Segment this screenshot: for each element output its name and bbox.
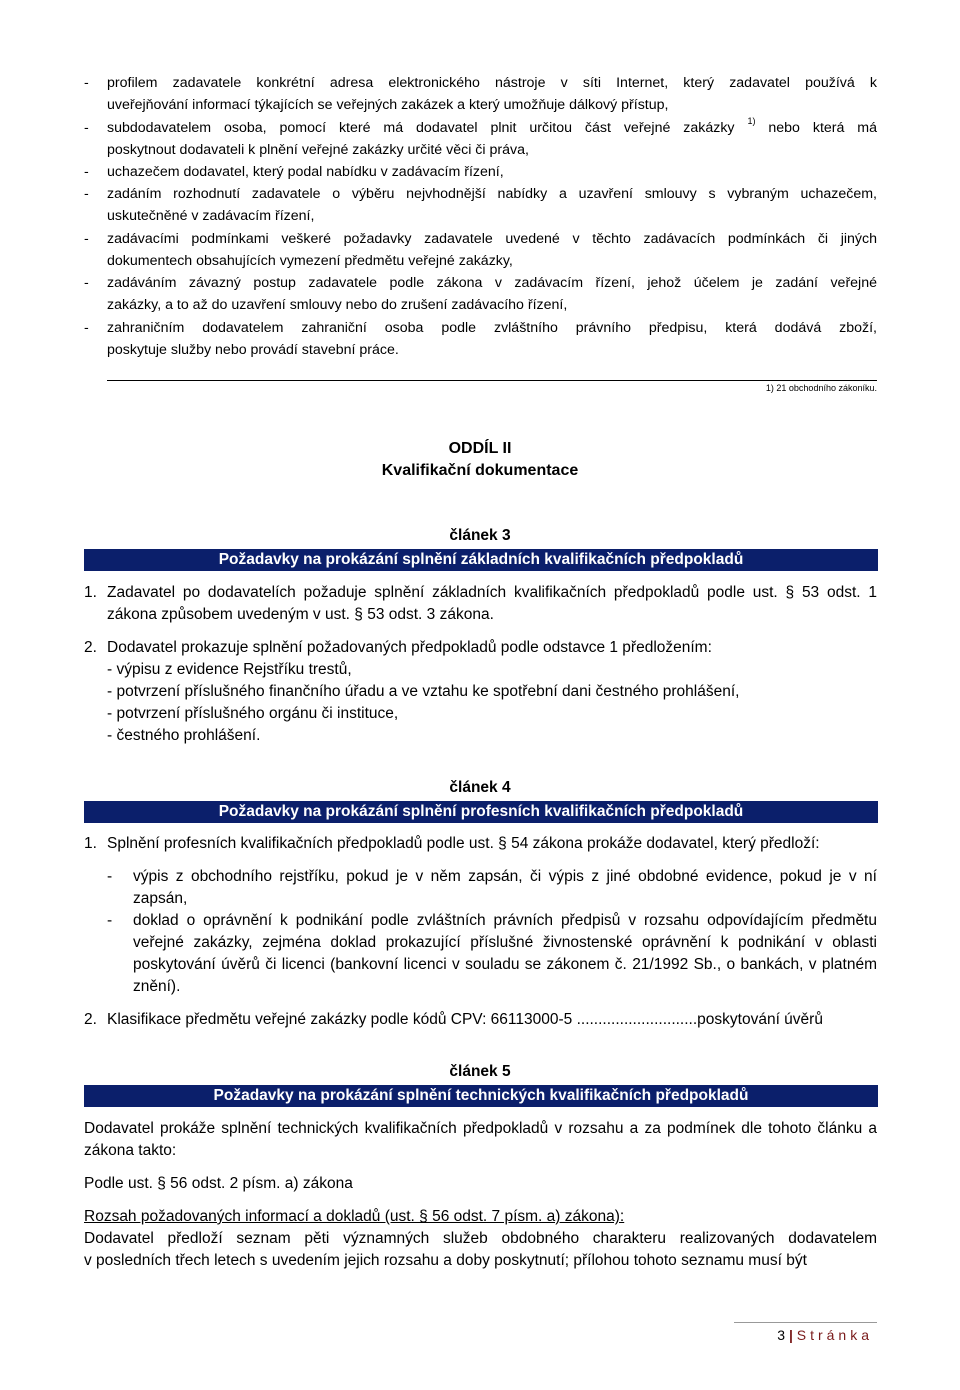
definition-line: zadáním rozhodnutí zadavatele o výběru nejvhodnější nabídky a uzavření smlouvy s vybraným uchazečem, [107,186,877,202]
footer-separator: | [788,1327,793,1343]
page-label: Stránka [796,1327,873,1343]
list-item: zapsán, [133,890,188,907]
article-4-label: článek 4 [449,779,511,796]
paragraph-number: 1. [84,584,97,601]
definition-item [84,72,877,116]
paragraph-line: Dodavatel předloží seznam pěti významných služeb obdobného charakteru realizovaných dodavatelem [84,1230,877,1247]
paragraph-line: Dodavatel prokáže splnění technických kvalifikačních předpokladů v rozsahu a za podmínek dle tohoto článku a [84,1120,877,1137]
list-dash: - [107,912,113,929]
article-5-label: článek 5 [449,1063,511,1080]
definition-line: poskytuje služby nebo provádí stavební práce. [107,342,399,358]
subheading-underlined: Rozsah požadovaných informací a dokladů (ust. § 56 odst. 7 písm. a) zákona): [84,1208,625,1225]
definition-line: profilem zadavatele konkrétní adresa elektronického nástroje v síti Internet, který zadavatel používá k [107,75,877,91]
list-dash: - [84,120,89,136]
definition-item [84,317,877,361]
definition-line: uchazečem dodavatel, který podal nabídku v zadávacím řízení, [107,164,504,180]
list-dash: - [84,186,89,202]
list-item: výpis z obchodního rejstříku, pokud je v něm zapsán, či výpis z jiné obdobné evidence, pokud je v ní [133,868,877,885]
definition-item [84,117,877,161]
list-dash: - [84,275,89,291]
list-dash: - [84,320,89,336]
paragraph-number: 2. [84,1011,97,1028]
article-3-label: článek 3 [449,527,511,544]
definition-line: subdodavatelem osoba, pomocí které má dodavatel plnit určitou část veřejné zakázky $^{1)}$ nebo která má [107,116,878,136]
definition-line: uveřejňování informací týkajících se veřejných zakázek a který umožňuje dálkový přístup, [107,97,669,113]
paragraph-line: zákona takto: [84,1142,177,1159]
definition-item [84,272,877,316]
paragraph-line: Podle ust. § 56 odst. 2 písm. a) zákona [84,1175,353,1192]
article-4-heading: Požadavky na prokázání splnění profesních kvalifikačních předpokladů [84,801,878,823]
footnote-ref: 1) [747,116,756,127]
footnote-divider [107,380,877,381]
paragraph-line: Splnění profesních kvalifikačních předpokladů podle ust. § 54 zákona prokáže dodavatel, který předloží: [107,835,820,852]
definition-line: zahraničním dodavatelem zahraniční osoba podle zvláštního právního předpisu, která dodává zboží, [107,320,877,336]
definition-line: zakázky, a to až do uzavření smlouvy nebo do zrušení zadávacího řízení, [107,297,568,313]
paragraph-line: zákona způsobem uvedeným v ust. § 53 odst. 3 zákona. [107,606,494,623]
list-item: - potvrzení příslušného finančního úřadu a ve vztahu ke spotřební dani čestného prohlášení, [107,683,740,700]
list-item: poskytování úvěrů či licenci (bankovní licenci v souladu se zákonem č. 21/1992 Sb., o bankách, v platném [133,956,877,973]
cpv-classification: Klasifikace předmětu veřejné zakázky podle kódů CPV: 66113000-5 ............................poskytování úvěrů [107,1011,823,1028]
definition-line: zadávacími podmínkami veškeré požadavky zadavatele uvedené v těchto zadávacích podmínkách či jiných [107,231,877,247]
definition-item [84,161,877,183]
list-dash: - [84,75,89,91]
paragraph-line: v posledních třech letech s uvedením jejich rozsahu a doby poskytnutí; přílohou tohoto seznamu musí být [84,1252,807,1269]
list-item: - čestného prohlášení. [107,727,261,744]
paragraph-line: Zadavatel po dodavatelích požaduje splnění základních kvalifikačních předpokladů podle ust. § 53 odst. 1 [107,584,877,601]
page-number: 3 [777,1327,786,1343]
paragraph-number: 2. [84,639,97,656]
list-item: znění). [133,978,181,995]
definition-item [84,183,877,227]
definition-line: uskutečněné v zadávacím řízení, [107,208,315,224]
section-label: ODDÍL II [448,440,512,457]
footer-divider [734,1322,877,1323]
article-5-heading: Požadavky na prokázání splnění technických kvalifikačních předpokladů [84,1085,878,1107]
list-item: veřejné zakázky, zejména doklad prokazující příslušné živnostenské oprávnění k podnikání v oblasti [133,934,877,951]
definition-line: dokumentech obsahujících vymezení předmětu veřejné zakázky, [107,253,513,269]
definition-item [84,228,877,272]
section-title: Kvalifikační dokumentace [381,462,579,479]
definition-line: poskytnout dodavateli k plnění veřejné zakázky určité věci či práva, [107,142,529,158]
paragraph-line: Dodavatel prokazuje splnění požadovaných předpokladů podle odstavce 1 předložením: [107,639,712,656]
list-item: - výpisu z evidence Rejstříku trestů, [107,661,352,678]
paragraph-number: 1. [84,835,97,852]
footnote: 1) 21 obchodního zákoníku. [765,383,877,393]
page-footer [777,1327,873,1343]
article-3-heading: Požadavky na prokázání splnění základních kvalifikačních předpokladů [84,549,878,571]
list-dash: - [107,868,113,885]
list-item: doklad o oprávnění k podnikání podle zvláštních právních předpisů v rozsahu odpovídajícím předmětu [133,912,877,929]
list-dash: - [84,164,89,180]
list-dash: - [84,231,89,247]
list-item: - potvrzení příslušného orgánu či instituce, [107,705,399,722]
definition-line: zadáváním závazný postup zadavatele podle zákona v zadávacím řízení, jehož účelem je zadání veřejné [107,275,877,291]
